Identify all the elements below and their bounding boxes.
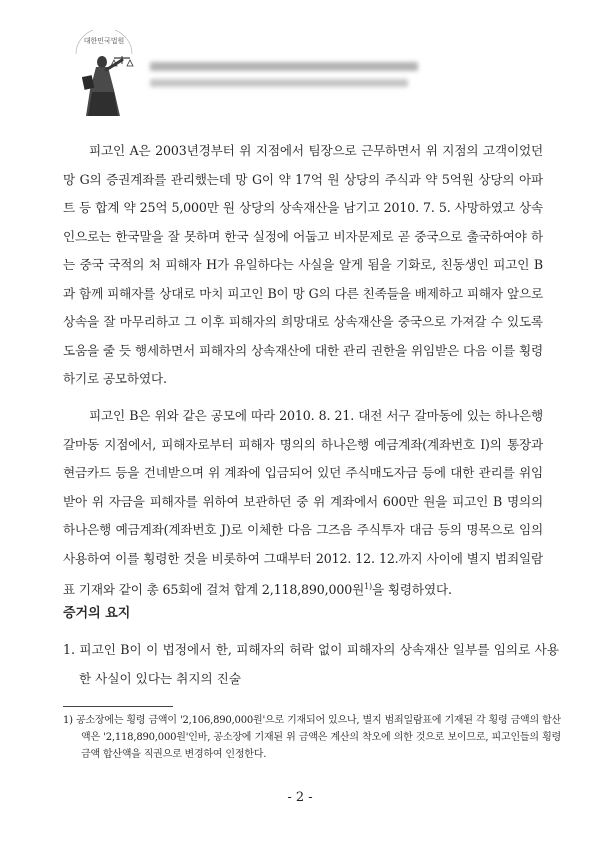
facts-paragraph-2-end: 을 횡령하였다. (372, 582, 452, 598)
facts-paragraph-1: 피고인 A은 2003년경부터 위 지점에서 팀장으로 근무하면서 위 지점의 고객이었던 망 G의 증권계좌를 관리했는데 망 G이 약 17억 원 상당의 주식과 약 5억원 상당의 아파트 등 합계 약 25억 5,000만 원 상당의 상속재산을 남기고 2010. 7. 5. 사망하였고 상속인으로는 한국말을 잘 못하며 한국 실정에 어둡고 비자문제로 곧 중국으로 출국하여야 하는 중국 국적의 처 피해자 H가 유일하다는 사실을 알게 됨을 기화로, 친동생인 피고인 B과 함께 피해자를 상대로 마치 피고인 B이 망 G의 다른 친족들을 배제하고 피해자 앞으로 상속을 잘 마무리하고 그 이후 피해자의 희망대로 상속재산을 중국으로 가져갈 수 있도록 도움을 줄 듯 행세하면서 피해자의 상속재산에 대한 관리 권한을 위임받은 다음 이를 횡령하기로 공모하였다. (63, 143, 543, 386)
case-number-blurred (150, 79, 408, 87)
footnote-reference[interactable]: 1) (364, 582, 373, 591)
evidence-item-1: 1. 피고인 B이 이 법정에서 한, 피해자의 허락 없이 피해자의 상속재산 일부를 임의로 사용한 사실이 있다는 취지의 진술 (63, 642, 559, 686)
page-number: - 2 - (287, 790, 313, 805)
court-emblem-logo (68, 30, 140, 118)
facts-paragraph-2 (63, 402, 543, 605)
facts-paragraph-2-text: 피고인 B은 위와 같은 공모에 따라 2010. 8. 21. 대전 서구 갈마동에 있는 하나은행 갈마동 지점에서, 피해자로부터 피해자 명의의 하나은행 예금계좌(계좌번호 I)의 통장과 현금카드 등을 건네받으며 위 계좌에 입금되어 있던 주식매도자금 등에 대한 관리를 위임받아 위 자금을 피해자를 위하여 보관하던 중 위 계좌에서 600만 원을 피고인 B 명의의 하나은행 예금계좌(계좌번호 J)로 이체한 다음 그즈음 주식투자 대금 등의 명목으로 임의사용하여 이를 횡령한 것을 비롯하여 그때부터 2012. 12. 12.까지 사이에 별지 범죄일람표 기재와 같이 총 65회에 걸쳐 합계 2,118,890,000원 (63, 408, 543, 598)
footnote-divider (63, 706, 173, 707)
evidence-heading: 증거의 요지 (63, 606, 131, 621)
court-name-blurred (150, 62, 418, 71)
footnote-1: 1) 공소장에는 횡령 금액이 '2,106,890,000원'으로 기재되어 있으나, 별지 범죄일람표에 기재된 각 횡령 금액의 합산액은 '2,118,890,000원'인바, 공소장에 기재된 위 금액은 계산의 착오에 의한 것으로 보이므로, 피고인들의 횡령 금액 합산액을 직권으로 변경하여 인정한다. (63, 715, 561, 760)
svg-text:대한민국법원: 대한민국법원 (83, 37, 125, 45)
